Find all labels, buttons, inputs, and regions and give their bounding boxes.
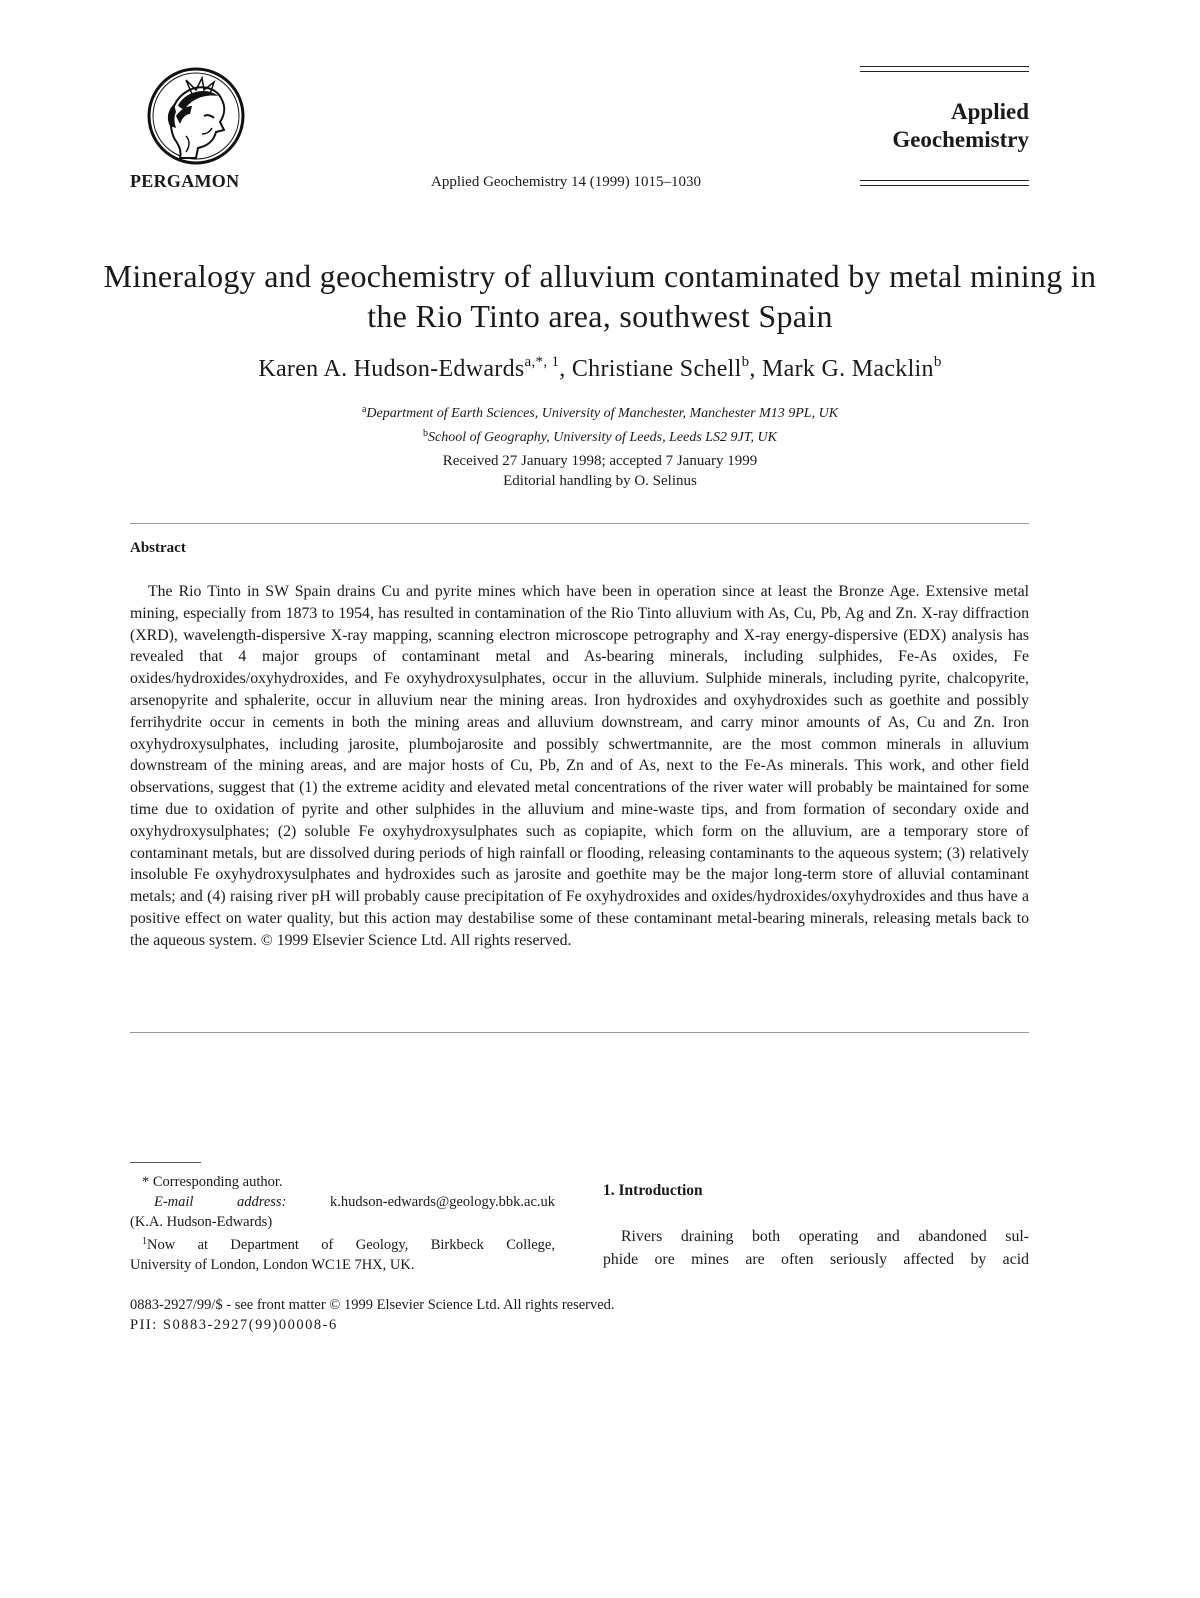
introduction-text bbox=[603, 1225, 1029, 1271]
affiliation-mark: a bbox=[361, 404, 367, 415]
affiliation-mark: b bbox=[423, 428, 429, 439]
front-matter-line: 0883-2927/99/$ - see front matter © 1999 Elsevier Science Ltd. All rights reserved. bbox=[130, 1297, 615, 1313]
article-title: Mineralogy and geochemistry of alluvium contaminated by metal mining in the Rio Tinto area, southwest Spain bbox=[103, 258, 1097, 334]
abstract-top-divider bbox=[130, 523, 1029, 524]
journal-top-rule bbox=[860, 66, 1029, 72]
journal-name-line2: Geochemistry bbox=[892, 127, 1029, 152]
front-matter bbox=[130, 1295, 615, 1335]
affiliation bbox=[100, 400, 1100, 424]
author-marks: a,*, 1 bbox=[524, 354, 560, 370]
introduction-heading: 1. Introduction bbox=[603, 1182, 703, 1199]
author-marks: b bbox=[741, 354, 750, 370]
footnote-1-line1: Now at Department of Geology, Birkbeck College, bbox=[147, 1237, 555, 1253]
footnote-rule bbox=[130, 1162, 201, 1163]
author-name: Christiane Schell bbox=[571, 356, 742, 382]
author-list: Karen A. Hudson-Edwards$^{a,*, 1}$, Christiane Schell$^b$, Mark G. Macklin$^b$ bbox=[258, 354, 942, 382]
journal-bottom-rule bbox=[860, 180, 1029, 186]
affiliations bbox=[100, 400, 1100, 448]
author-marks: b bbox=[933, 354, 942, 370]
footnotes bbox=[130, 1172, 555, 1275]
abstract-text: The Rio Tinto in SW Spain drains Cu and pyrite mines which have been in operation since at least the Bronze Age. Extensive metal mining, especially from 1873 to 1954, has resulted in contamination of the Rio Tinto alluvium with As, Cu, Pb, Ag and Zn. X-ray diffraction (XRD), wavelength-dispersive X-ray mapping, scanning electron microscope petrography and X-ray energy-dispersive (EDX) analysis has revealed that 4 major groups of contaminant metal and As-bearing minerals, including sulphides, Fe-As oxides, Fe oxides/hydroxides/oxyhydroxides, and Fe oxyhydroxysulphates, occur in the alluvium. Sulphide minerals, including pyrite, chalcopyrite, arsenopyrite and sphalerite, occur in alluvium near the mining areas. Iron hydroxides and oxyhydroxides such as goethite and possibly ferrihydrite occur in cements in both the mining areas and alluvium downstream, and carry minor amounts of As, Cu and Zn. Iron oxyhydroxysulphates, including jarosite, plumbojarosite and possibly schwertmannite, are the most common minerals in alluvium downstream of the mining areas, and are major hosts of Cu, Pb, Zn and of As, next to the Fe-As minerals. This work, and other field observations, suggest that (1) the extreme acidity and elevated metal concentrations of the river water will probably be maintained for some time due to oxidation of pyrite and other sulphides in the alluvium and mine-waste tips, and from formation of secondary oxide and oxyhydroxysulphates; (2) soluble Fe oxyhydroxysulphates such as copiapite, which form on the alluvium, are a temporary store of contaminant metals, but are dissolved during periods of high rainfall or flooding, releasing contaminants to the aqueous system; (3) relatively insoluble Fe oxyhydroxysulphates and hydroxides such as jarosite and goethite may be the major long-term store of alluvial contaminant metals; and (4) raising river pH will probably cause precipitation of Fe oxyhydroxides and oxides/hydroxides/oxyhydroxides and thus have a positive effect on water quality, but this action may destabilise some of these contaminant metal-bearing minerals, releasing metals back to the aqueous system. © 1999 Elsevier Science Ltd. All rights reserved. bbox=[130, 583, 1029, 949]
email-owner: (K.A. Hudson-Edwards) bbox=[130, 1214, 273, 1230]
affiliation-text: Department of Earth Sciences, University of Manchester, Manchester M13 9PL, UK bbox=[366, 406, 839, 421]
introduction-line: phide ore mines are often seriously affected by acid bbox=[603, 1251, 1029, 1268]
email-address: k.hudson-edwards@geology.bbk.ac.uk bbox=[329, 1194, 556, 1210]
footnote-1 bbox=[130, 1232, 555, 1255]
pergamon-logo bbox=[146, 66, 246, 170]
journal-name bbox=[892, 98, 1029, 154]
publisher-name: PERGAMON bbox=[130, 171, 240, 191]
email-label: E-mail address: bbox=[154, 1194, 287, 1210]
email-note bbox=[130, 1192, 555, 1212]
article-history bbox=[100, 451, 1100, 491]
journal-name-line1: Applied bbox=[951, 99, 1029, 124]
footnote-1-mark: 1 bbox=[142, 1236, 147, 1247]
journal-citation: Applied Geochemistry 14 (1999) 1015–1030 bbox=[431, 174, 701, 190]
affiliation bbox=[100, 424, 1100, 448]
abstract-heading: Abstract bbox=[130, 540, 186, 556]
pii-identifier: PII: S0883-2927(99)00008-6 bbox=[130, 1317, 338, 1333]
corresponding-author-note: * Corresponding author. bbox=[142, 1174, 283, 1190]
author-name: Karen A. Hudson-Edwards bbox=[258, 356, 525, 382]
footnote-1-line2: University of London, London WC1E 7HX, UK. bbox=[130, 1257, 415, 1273]
author-name: Mark G. Macklin bbox=[762, 356, 934, 382]
editorial-handling: Editorial handling by O. Selinus bbox=[503, 473, 697, 489]
affiliation-text: School of Geography, University of Leeds, Leeds LS2 9JT, UK bbox=[428, 430, 777, 445]
abstract-bottom-divider bbox=[130, 1032, 1029, 1033]
received-dates: Received 27 January 1998; accepted 7 January 1999 bbox=[442, 453, 758, 469]
introduction-line: Rivers draining both operating and abandoned sul- bbox=[621, 1228, 1029, 1245]
